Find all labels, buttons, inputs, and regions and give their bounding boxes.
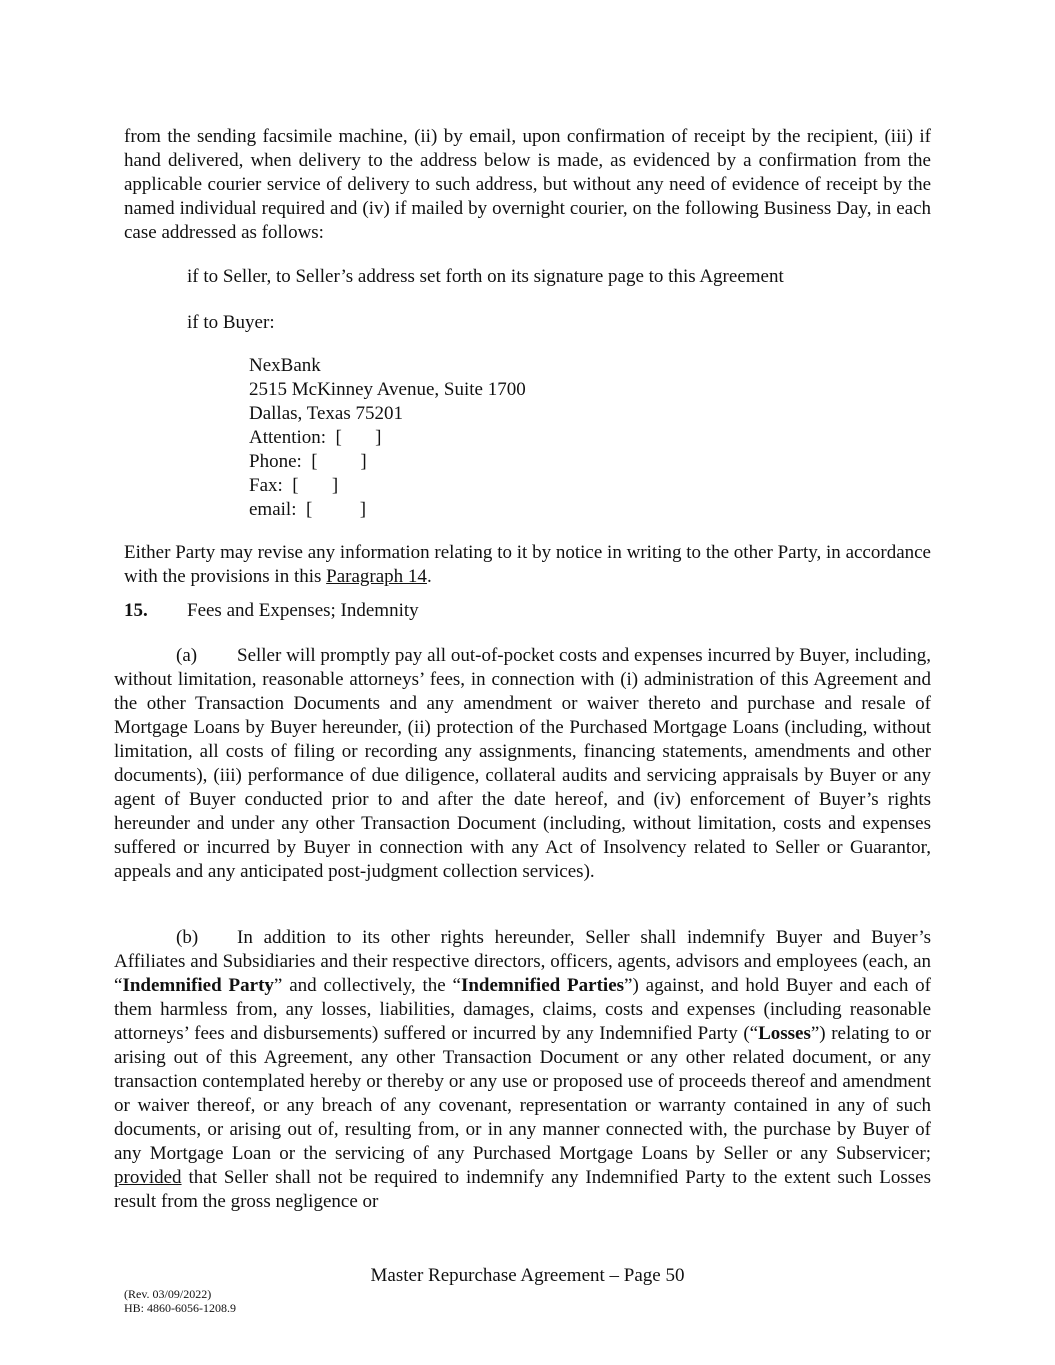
- section-number: 15.: [124, 600, 148, 621]
- paragraph-b-label: (b): [176, 927, 199, 948]
- section-15-heading: [124, 599, 419, 623]
- paragraph-b-text-2: ” and collectively, the “: [273, 975, 461, 996]
- address-attention: Attention: [ ]: [249, 427, 382, 448]
- paragraph-b-text-3: ”) against, and hold Buyer and each of them harmless from, any losses, liabilities, damages, claims, costs and expenses (including reasonable attorneys’ fees and disbursements) suffered or incurred by any Indemnified Party (“: [114, 975, 932, 1044]
- paragraph-b-text-5: that Seller shall not be required to indemnify any Indemnified Party to the extent such Losses result from the gross negligence or: [114, 1167, 931, 1212]
- notice-buyer-line: if to Buyer:: [187, 312, 275, 333]
- section-title: Fees and Expenses; Indemnity: [187, 600, 419, 621]
- paragraph-14-reference: Paragraph 14: [326, 566, 427, 587]
- address-city: Dallas, Texas 75201: [249, 403, 403, 424]
- paragraph-a: [114, 644, 931, 884]
- paragraph-b-text-1: In addition to its other rights hereunder, Seller shall indemnify Buyer and Buyer’s Affiliates and Subsidiaries and their respective directors, officers, agents, advisors and employees (each, an “: [114, 927, 931, 996]
- revise-info-paragraph: [124, 541, 931, 589]
- address-fax: Fax: [ ]: [249, 475, 339, 496]
- term-losses: Losses: [758, 1023, 811, 1044]
- paragraph-a-text: Seller will promptly pay all out-of-pocket costs and expenses incurred by Buyer, including, without limitation, reasonable attorneys’ fees, in connection with (i) administration of this Agreement and the other Transaction Documents and any amendment or waiver thereto and purchase and resale of Mortgage Loans by Buyer hereunder, (ii) protection of the Purchased Mortgage Loans (including, without limitation, all costs of filing or recording any assignments, financing statements, amendments and other documents), (iii) performance of due diligence, collateral audits and servicing appraisals by Buyer or any agent of Buyer conducted prior to and after the date hereof, and (iv) enforcement of Buyer’s rights hereunder and under any other Transaction Document (including, without limitation, costs and expenses suffered or incurred by Buyer in connection with any Act of Insolvency related to Seller or Guarantor, appeals and any anticipated post-judgment collection services).: [114, 645, 931, 882]
- address-name: NexBank: [249, 355, 321, 376]
- revise-info-text: Either Party may revise any information relating to it by notice in writing to the other Party, in accordance with the provisions in this: [124, 542, 931, 587]
- notice-seller-line: if to Seller, to Seller’s address set forth on its signature page to this Agreement: [187, 266, 784, 287]
- address-phone: Phone: [ ]: [249, 451, 367, 472]
- intro-paragraph: from the sending facsimile machine, (ii) by email, upon confirmation of receipt by the recipient, (iii) if hand delivered, when delivery to the address below is made, as evidenced by a confirmation from the applicable courier service of delivery to such address, but without any need of evidence of receipt by the named individual required and (iv) if mailed by overnight courier, on the following Business Day, in each case addressed as follows:: [124, 126, 931, 243]
- term-provided: provided: [114, 1167, 182, 1188]
- term-indemnified-party: Indemnified Party: [122, 975, 274, 996]
- footer-meta: [124, 1287, 236, 1315]
- footer-document-id: HB: 4860-6056-1208.9: [124, 1301, 236, 1315]
- footer-revision: (Rev. 03/09/2022): [124, 1287, 212, 1301]
- address-street: 2515 McKinney Avenue, Suite 1700: [249, 379, 526, 400]
- paragraph-a-label: (a): [176, 645, 198, 666]
- term-indemnified-parties: Indemnified Parties: [460, 975, 625, 996]
- paragraph-b-text-4: ”) relating to or arising out of this Agreement, any other Transaction Document or any other related document, or any transaction contemplated hereby or thereby or any use or proposed use of proceeds thereof and amendment or waiver thereof, or any breach of any covenant, representation or warranty contained in any of such documents, or arising out of, resulting from, or in any manner connected with, the purchase by Buyer of any Mortgage Loan or the servicing of any Purchased Mortgage Loans by Seller or any Subservicer;: [114, 1023, 931, 1164]
- footer-page-title: Master Repurchase Agreement – Page 50: [370, 1265, 685, 1286]
- buyer-address-block: [249, 354, 526, 522]
- paragraph-b: [114, 926, 931, 1214]
- revise-info-end: .: [426, 566, 432, 587]
- address-email: email: [ ]: [249, 499, 367, 520]
